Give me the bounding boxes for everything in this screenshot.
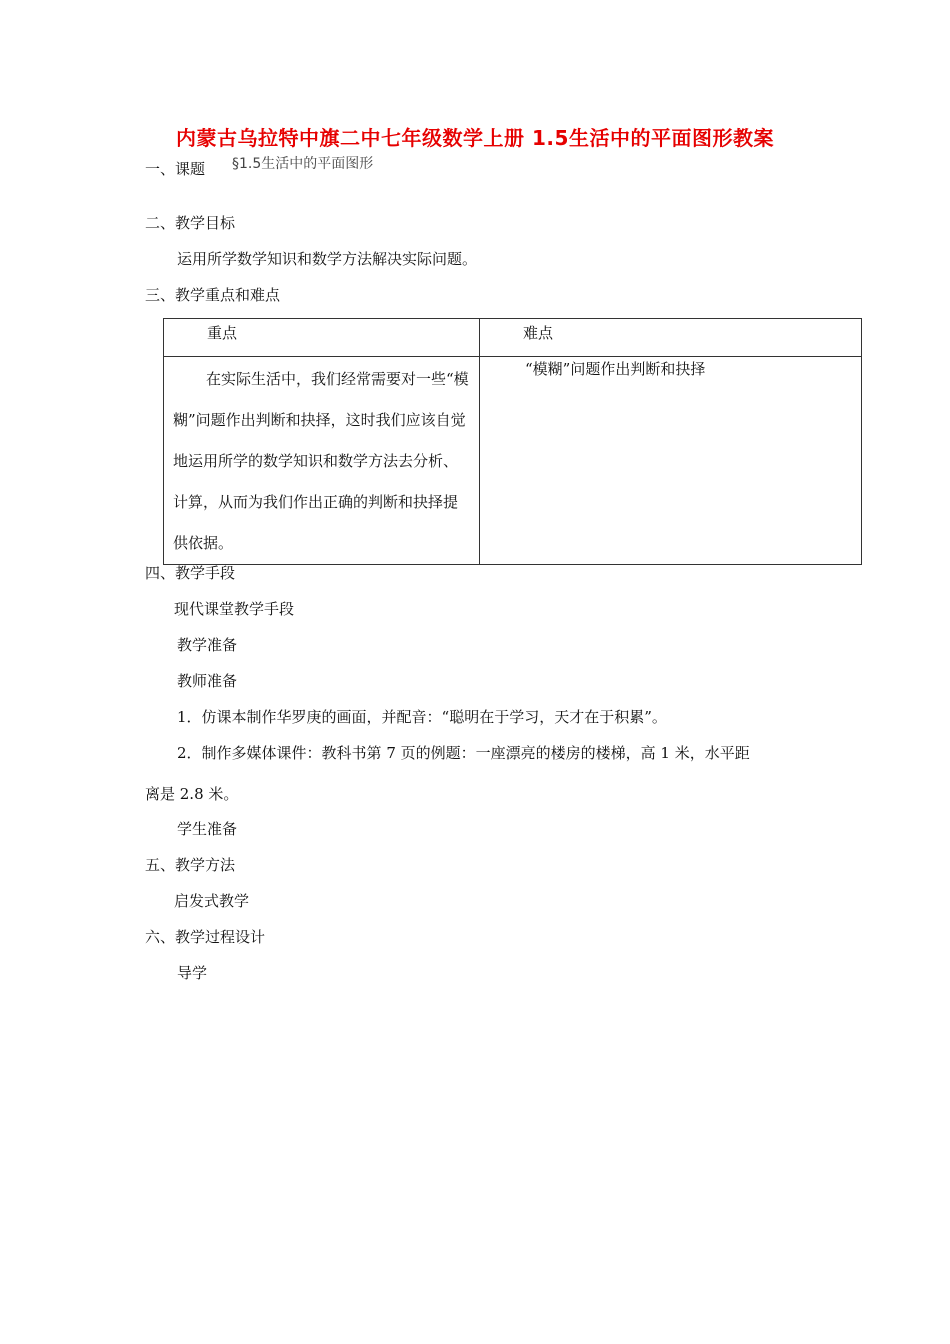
section-4-item-1: 1．仿课本制作华罗庚的画面，并配音：“聪明在于学习，天才在于积累”。	[177, 708, 667, 726]
difficult-point-text: “模糊”问题作出判断和抉择	[525, 360, 706, 378]
table-cell-key	[164, 357, 480, 565]
table-header-difficult: 难点	[480, 319, 862, 357]
section-4-item-2: 2．制作多媒体课件：教科书第 7 页的例题：一座漂亮的楼房的楼梯，高 1 米，水平距	[177, 744, 750, 762]
section-5-text: 启发式教学	[174, 892, 250, 910]
section-6-heading: 六、教学过程设计	[145, 928, 266, 946]
section-3-heading: 三、教学重点和难点	[145, 286, 281, 304]
section-2-text: 运用所学数学知识和数学方法解决实际问题。	[177, 250, 478, 268]
section-4-heading: 四、教学手段	[145, 564, 236, 582]
section-5-heading: 五、教学方法	[145, 856, 236, 874]
section-2-heading: 二、教学目标	[145, 214, 236, 232]
key-difficult-table	[163, 318, 862, 565]
section-1-topic: §1.5生活中的平面图形	[232, 156, 374, 172]
section-6-text: 导学	[177, 964, 208, 982]
table-cell-difficult	[480, 357, 862, 565]
section-4-item-2-cont: 离是 2.8 米。	[145, 785, 239, 803]
section-4-line-3: 教师准备	[177, 672, 238, 690]
key-point-text: 在实际生活中，我们经常需要对一些“模糊”问题作出判断和抉择，这时我们应该自觉地运用所学的数学知识和数学方法去分析、计算，从而为我们作出正确的判断和抉择提供依据。	[173, 370, 469, 552]
document-title: 内蒙古乌拉特中旗二中七年级数学上册 1.5生活中的平面图形教案	[176, 126, 774, 150]
section-4-line-2: 教学准备	[177, 636, 238, 654]
section-1-heading: 一、课题	[145, 160, 206, 178]
section-4-line-1: 现代课堂教学手段	[174, 600, 295, 618]
section-4-line-4: 学生准备	[177, 820, 238, 838]
table-header-key: 重点	[164, 319, 480, 357]
